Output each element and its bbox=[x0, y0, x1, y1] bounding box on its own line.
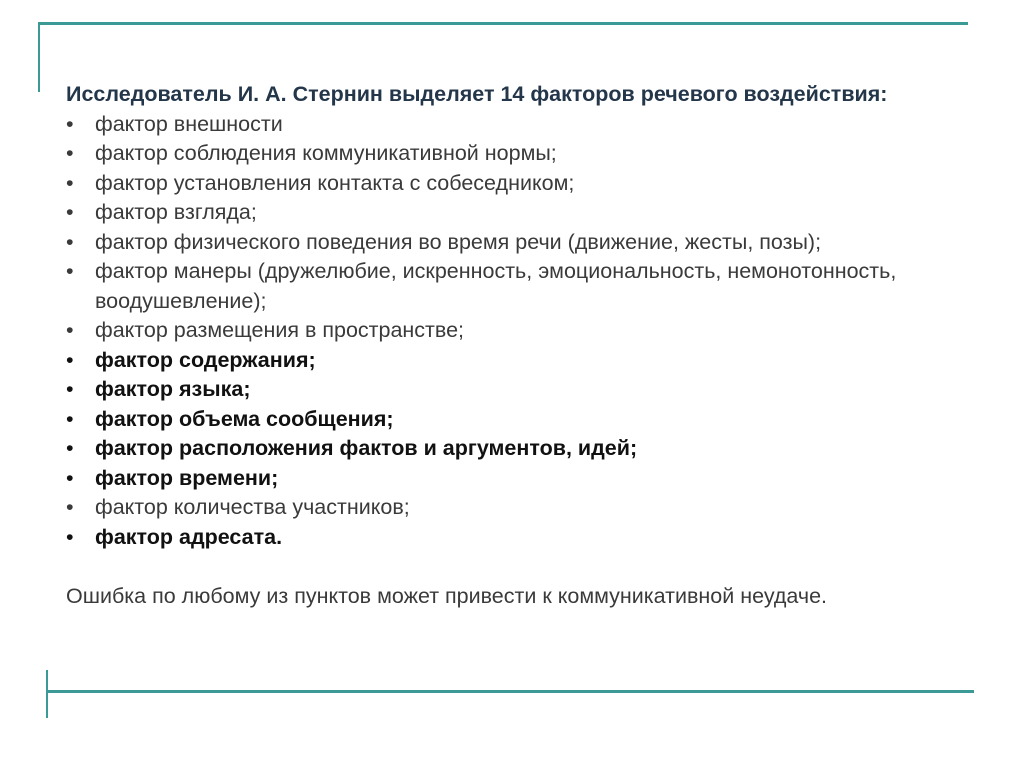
factor-item: • фактор количества участников; bbox=[66, 493, 986, 523]
conclusion-text: Ошибка по любому из пунктов может привести к коммуникативной неудаче. bbox=[66, 584, 828, 608]
left-accent-line-bottom bbox=[46, 670, 48, 718]
factor-item: • фактор адресата. bbox=[66, 523, 986, 553]
factor-item: • фактор размещения в пространстве; bbox=[66, 316, 986, 346]
factor-item: • фактор времени; bbox=[66, 464, 986, 494]
top-accent-line bbox=[40, 22, 968, 25]
left-accent-line-top bbox=[38, 22, 40, 92]
factor-item: • фактор языка; bbox=[66, 375, 986, 405]
factor-item: • фактор расположения фактов и аргументов, идей; bbox=[66, 434, 986, 464]
factor-item: • фактор физического поведения во время речи (движение, жесты, позы); bbox=[66, 228, 986, 258]
factor-item: • фактор манеры (дружелюбие, искренность, эмоциональность, немонотонность, воодушевление); bbox=[66, 257, 986, 316]
factor-list bbox=[66, 110, 986, 553]
slide-body bbox=[66, 80, 986, 612]
factor-item: • фактор содержания; bbox=[66, 346, 986, 376]
factor-item: • фактор установления контакта с собеседником; bbox=[66, 169, 986, 199]
factor-item: • фактор соблюдения коммуникативной нормы; bbox=[66, 139, 986, 169]
factor-item: • фактор взгляда; bbox=[66, 198, 986, 228]
factor-item: • фактор внешности bbox=[66, 110, 986, 140]
factor-item: • фактор объема сообщения; bbox=[66, 405, 986, 435]
slide-heading: Исследователь И. А. Стернин выделяет 14 факторов речевого воздействия: bbox=[66, 82, 888, 106]
bottom-accent-line bbox=[46, 690, 974, 693]
